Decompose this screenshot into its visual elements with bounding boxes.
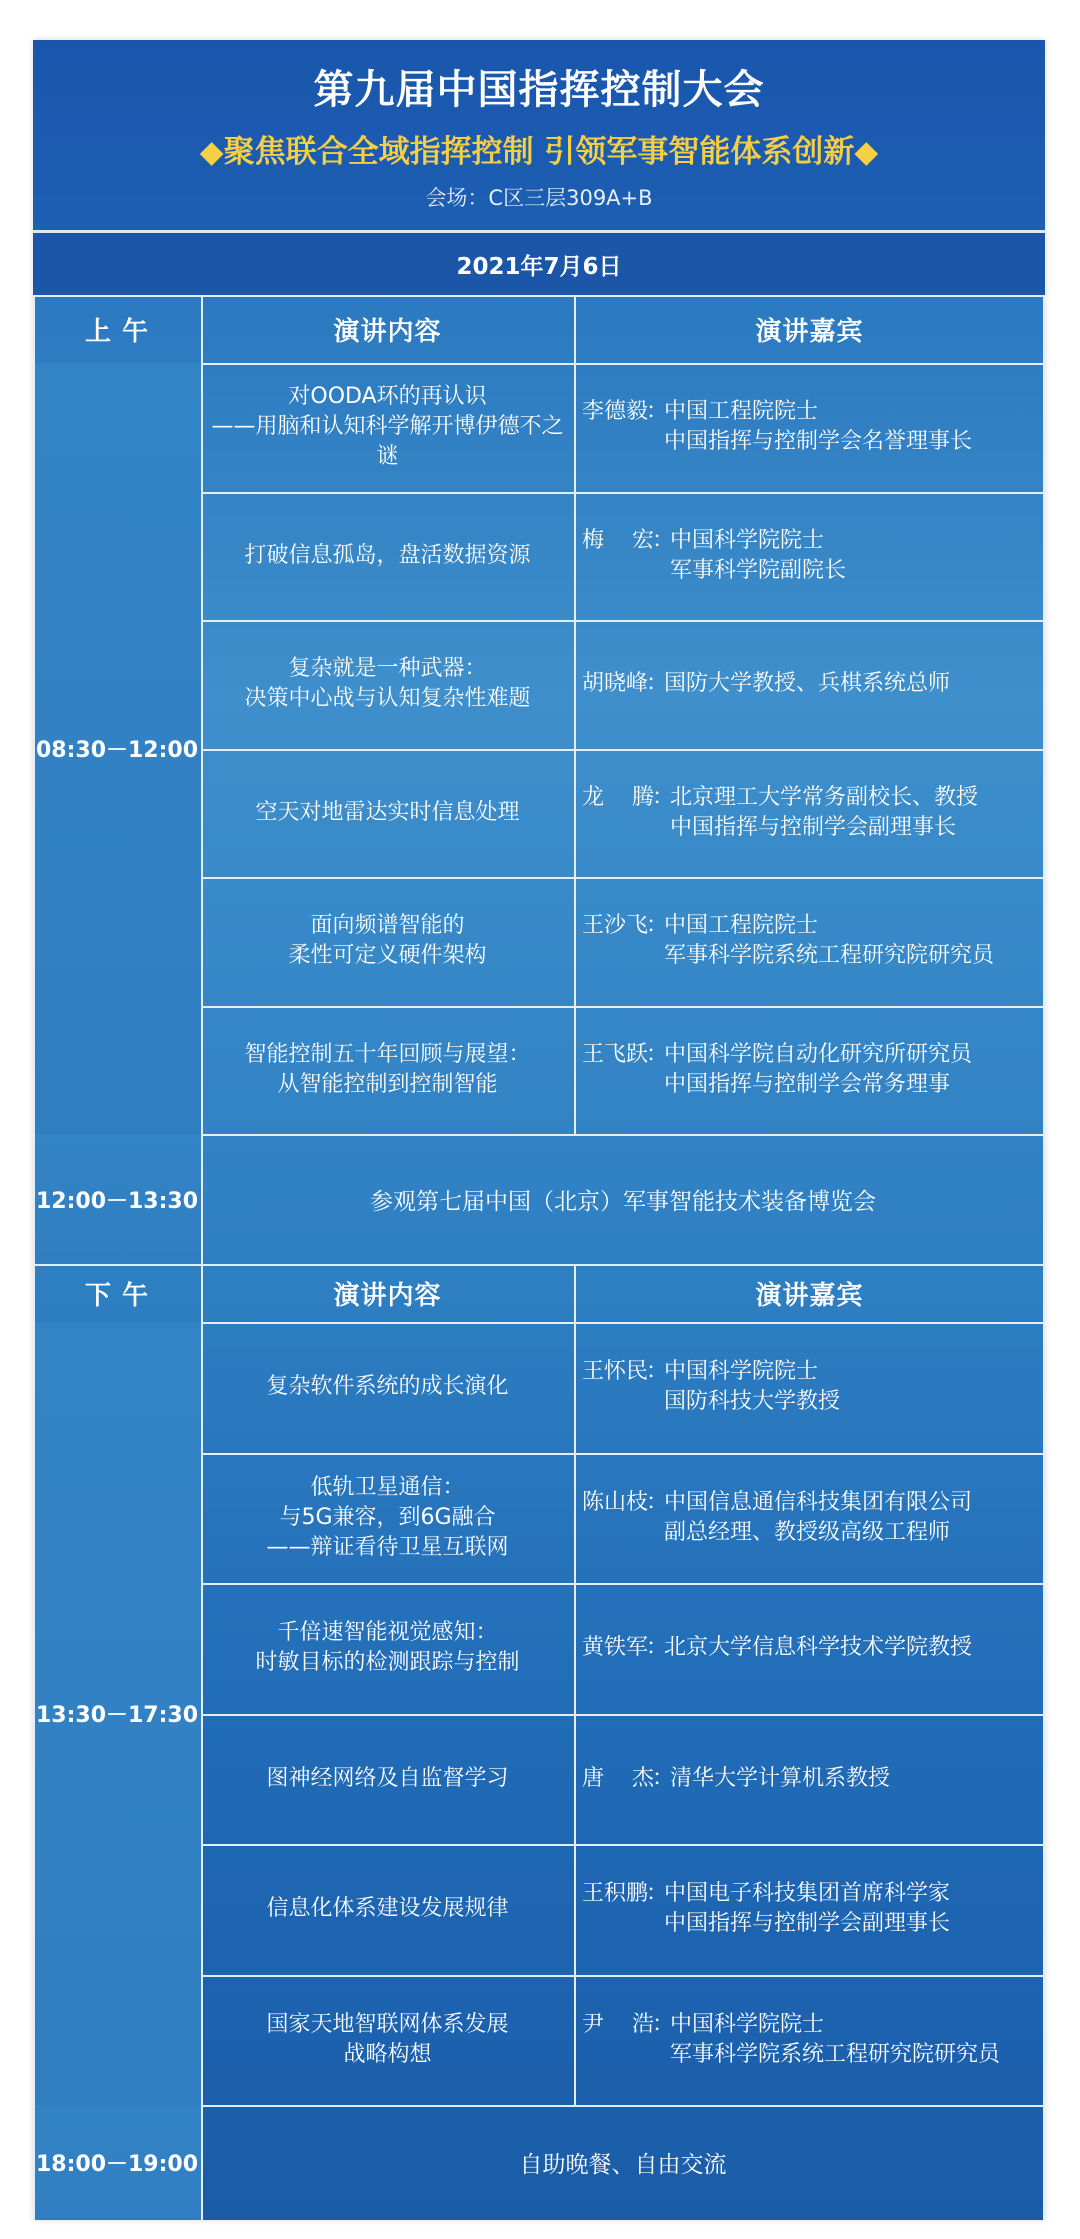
- speaker-roles: [664, 1879, 950, 1939]
- speaker-roles: [664, 1488, 972, 1548]
- talk-title: [201, 1975, 574, 2106]
- grid-line-v: [201, 1134, 203, 1264]
- noon-time: 12:00－13:30: [33, 1134, 201, 1264]
- speaker-role: 中国科学院院士: [664, 1359, 819, 1385]
- speaker-colon: ：: [651, 1765, 674, 1791]
- speaker-name: 王怀民: [582, 1359, 649, 1385]
- speaker-cell: [574, 1714, 1045, 1845]
- grid-line-v: [33, 295, 35, 2220]
- talk-title: [201, 877, 574, 1006]
- speaker-colon: ：: [646, 1881, 669, 1907]
- talk-title-line: ——用脑和认知科学解开博伊德不之谜: [211, 414, 564, 470]
- talk-title-line: 低轨卫星通信：: [310, 1474, 465, 1500]
- talk-title-line: 决策中心战与认知复杂性难题: [244, 686, 531, 712]
- speaker-role: 中国科学院院士: [670, 2011, 825, 2037]
- talk-title-line: 与5G兼容，到6G融合: [279, 1504, 496, 1530]
- column-header-speaker: 演讲嘉宾: [755, 1280, 864, 1311]
- venue-text: 会场：C区三层309A+B: [425, 186, 653, 210]
- talk-title-line: ——辩证看待卫星互联网: [266, 1534, 509, 1560]
- talk-title-line: 时敏目标的检测跟踪与控制: [255, 1650, 520, 1676]
- evening-time: 18:00－19:00: [33, 2105, 201, 2220]
- grid-line-h: [33, 295, 1045, 297]
- session-label: 下 午: [84, 1280, 150, 1311]
- talk-title-line: 图神经网络及自监督学习: [266, 1765, 509, 1791]
- speaker-info: [582, 911, 994, 971]
- speaker-colon: ：: [651, 527, 674, 553]
- speaker-role: 中国指挥与控制学会副理事长: [664, 1911, 951, 1937]
- talk-title-line: 智能控制五十年回顾与展望：: [244, 1041, 531, 1067]
- talk-title: [201, 620, 574, 749]
- speaker-roles: [670, 783, 978, 843]
- speaker-role: 中国科学院自动化研究所研究员: [664, 1041, 973, 1067]
- speaker-cell: [574, 877, 1045, 1006]
- speaker-info: [582, 526, 846, 586]
- noon-activity: 参观第七届中国（北京）军事智能技术装备博览会: [370, 1188, 876, 1215]
- grid-line-v: [574, 1264, 576, 2105]
- speaker-role: 中国指挥与控制学会常务理事: [664, 1071, 951, 1097]
- column-header-talk: 演讲内容: [333, 1280, 442, 1311]
- talk-title: [201, 492, 574, 621]
- speaker-colon: ：: [646, 1041, 669, 1067]
- speaker-info: [582, 1488, 972, 1548]
- talk-title: [201, 1844, 574, 1975]
- speaker-cell: [574, 492, 1045, 621]
- speaker-role: 中国工程院院士: [664, 399, 819, 425]
- speaker-info: [582, 1040, 972, 1100]
- speaker-cell: [574, 363, 1045, 492]
- speaker-roles: [664, 1040, 972, 1100]
- grid-line-v: [201, 2105, 203, 2220]
- speaker-roles: [670, 2010, 1000, 2070]
- speaker-cell: [574, 749, 1045, 878]
- evening-activity: 自助晚餐、自由交流: [519, 2152, 727, 2178]
- speaker-role: 北京大学信息科学技术学院教授: [664, 1635, 973, 1661]
- talk-title-line: 信息化体系建设发展规律: [266, 1896, 509, 1922]
- speaker-info: [582, 2010, 1000, 2070]
- talk-title: [201, 1583, 574, 1714]
- session-time: 13:30－17:30: [33, 1322, 201, 2105]
- grid-line-v: [1043, 295, 1045, 2220]
- speaker-colon: ：: [646, 1635, 669, 1661]
- speaker-cell: [574, 1006, 1045, 1135]
- date-banner: 2021年7月6日: [33, 233, 1045, 295]
- talk-title-line: 复杂就是一种武器：: [288, 656, 487, 682]
- speaker-role: 军事科学院系统工程研究院研究员: [664, 943, 995, 969]
- speaker-role: 清华大学计算机系教授: [670, 1765, 891, 1791]
- talk-title-line: 打破信息孤岛，盘活数据资源: [244, 542, 531, 568]
- speaker-info: [582, 669, 950, 699]
- talk-title-line: 空天对地雷达实时信息处理: [255, 799, 520, 825]
- talk-title-line: 从智能控制到控制智能: [277, 1071, 498, 1097]
- talk-title: [201, 749, 574, 878]
- speaker-roles: [664, 397, 972, 457]
- speaker-cell: [574, 1322, 1045, 1453]
- speaker-colon: ：: [646, 1489, 669, 1515]
- speaker-role: 国防大学教授、兵棋系统总师: [664, 671, 951, 697]
- page-title: 第九届中国指挥控制大会: [313, 67, 765, 113]
- talk-title: [201, 1453, 574, 1584]
- speaker-name: 胡晓峰: [582, 671, 649, 697]
- speaker-role: 中国指挥与控制学会副理事长: [670, 814, 957, 840]
- speaker-name: 王积鹏: [582, 1881, 649, 1907]
- talk-title-line: 复杂软件系统的成长演化: [266, 1374, 509, 1400]
- speaker-name: 尹 浩: [582, 2011, 654, 2037]
- speaker-name: 梅 宏: [582, 527, 654, 553]
- speaker-info: [582, 1879, 950, 1939]
- column-header-speaker: 演讲嘉宾: [755, 316, 864, 347]
- speaker-role: 中国工程院院士: [664, 913, 819, 939]
- speaker-name: 陈山枝: [582, 1489, 649, 1515]
- speaker-roles: [664, 1357, 840, 1417]
- speaker-roles: [664, 669, 950, 699]
- speaker-colon: ：: [646, 1359, 669, 1385]
- speaker-role: 军事科学院系统工程研究院研究员: [670, 2041, 1001, 2067]
- header-banner: [33, 40, 1045, 230]
- speaker-role: 中国指挥与控制学会名誉理事长: [664, 429, 973, 455]
- speaker-name: 王飞跃: [582, 1041, 649, 1067]
- speaker-colon: ：: [651, 2011, 674, 2037]
- column-header-talk: 演讲内容: [333, 316, 442, 347]
- talk-title: [201, 363, 574, 492]
- speaker-colon: ：: [646, 671, 669, 697]
- speaker-role: 国防科技大学教授: [664, 1389, 841, 1415]
- speaker-role: 北京理工大学常务副校长、教授: [670, 784, 979, 810]
- speaker-role: 中国信息通信科技集团有限公司: [664, 1489, 973, 1515]
- speaker-roles: [670, 526, 846, 586]
- grid-line-v: [574, 295, 576, 1134]
- speaker-colon: ：: [646, 913, 669, 939]
- speaker-info: [582, 783, 978, 843]
- speaker-roles: [664, 911, 994, 971]
- speaker-info: [582, 397, 972, 457]
- talk-title-line: 战略构想: [343, 2041, 432, 2067]
- speaker-cell: [574, 1844, 1045, 1975]
- grid-line-v: [201, 1264, 203, 2105]
- talk-title-line: 国家天地智联网体系发展: [266, 2011, 509, 2037]
- talk-title: [201, 1714, 574, 1845]
- speaker-name: 王沙飞: [582, 913, 649, 939]
- speaker-role: 中国科学院院士: [670, 527, 825, 553]
- page-subtitle: ◆聚焦联合全域指挥控制 引领军事智能体系创新◆: [199, 134, 879, 170]
- speaker-cell: [574, 1453, 1045, 1584]
- speaker-name: 龙 腾: [582, 784, 654, 810]
- speaker-info: [582, 1357, 840, 1417]
- speaker-name: 唐 杰: [582, 1765, 654, 1791]
- speaker-role: 中国电子科技集团首席科学家: [664, 1881, 951, 1907]
- session-label: 上 午: [84, 316, 150, 347]
- talk-title: [201, 1006, 574, 1135]
- speaker-role: 副总经理、教授级高级工程师: [664, 1519, 951, 1545]
- talk-title: [201, 1322, 574, 1453]
- speaker-name: 黄铁军: [582, 1635, 649, 1661]
- speaker-roles: [670, 1764, 890, 1794]
- speaker-info: [582, 1764, 890, 1794]
- talk-title-line: 柔性可定义硬件架构: [288, 943, 487, 969]
- speaker-info: [582, 1633, 972, 1663]
- speaker-colon: ：: [651, 784, 674, 810]
- speaker-colon: ：: [646, 399, 669, 425]
- speaker-name: 李德毅: [582, 399, 649, 425]
- talk-title-line: 千倍速智能视觉感知：: [277, 1620, 498, 1646]
- speaker-role: 军事科学院副院长: [670, 557, 847, 583]
- talk-title-line: 面向频谱智能的: [310, 913, 465, 939]
- grid-line-v: [201, 295, 203, 1134]
- session-time: 08:30－12:00: [33, 363, 201, 1134]
- speaker-cell: [574, 620, 1045, 749]
- speaker-roles: [664, 1633, 972, 1663]
- talk-title-line: 对OODA环的再认识: [288, 384, 487, 410]
- speaker-cell: [574, 1975, 1045, 2106]
- grid-line-h: [33, 1264, 1045, 1266]
- speaker-cell: [574, 1583, 1045, 1714]
